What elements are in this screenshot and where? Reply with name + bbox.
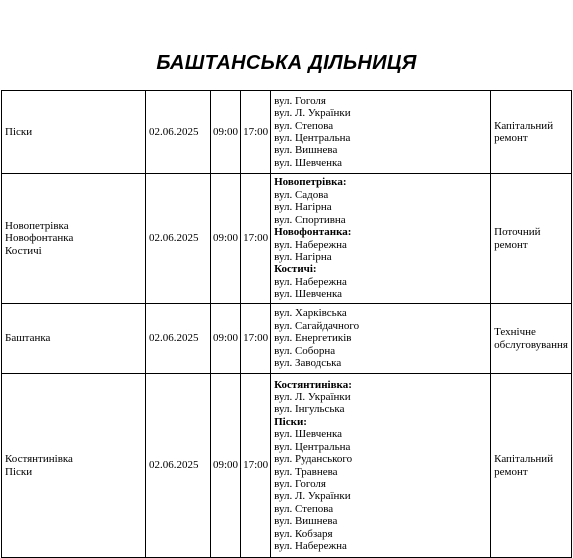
work-type-text: ремонт bbox=[494, 465, 528, 478]
table-row bbox=[2, 174, 572, 304]
street-name: вул. Л. Українки bbox=[274, 490, 351, 503]
work-type-text: Капітальний bbox=[494, 119, 554, 132]
work-type-text: Технічне bbox=[494, 326, 536, 339]
street-group-heading: Новопетрівка: bbox=[274, 176, 347, 189]
street-name: вул. Інгульська bbox=[274, 403, 345, 416]
work-type-cell bbox=[491, 304, 572, 374]
location-name: Баштанка bbox=[5, 332, 51, 345]
start-time-cell: 09:00 bbox=[211, 91, 241, 174]
street-name: вул. Набережна bbox=[274, 275, 347, 288]
street-name: вул. Гоголя bbox=[274, 477, 326, 490]
street-name: вул. Кобзаря bbox=[274, 527, 333, 540]
work-type-cell bbox=[491, 91, 572, 174]
work-type-text: Капітальний bbox=[494, 453, 554, 466]
table-row bbox=[2, 374, 572, 558]
street-name: вул. Вишнева bbox=[274, 515, 338, 528]
street-group-heading: Костянтинівка: bbox=[274, 378, 352, 391]
start-time-cell: 09:00 bbox=[211, 304, 241, 374]
location-cell bbox=[2, 91, 146, 174]
start-time-cell: 09:00 bbox=[211, 174, 241, 304]
street-name: вул. Садова bbox=[274, 188, 329, 201]
street-name: вул. Гоголя bbox=[274, 94, 326, 107]
date-cell: 02.06.2025 bbox=[146, 304, 211, 374]
work-type-cell bbox=[491, 174, 572, 304]
streets-cell bbox=[271, 174, 491, 304]
street-group-heading: Костичі: bbox=[274, 263, 317, 276]
table-row bbox=[2, 91, 572, 174]
table-row bbox=[2, 304, 572, 374]
streets-cell bbox=[271, 304, 491, 374]
end-time-cell: 17:00 bbox=[241, 374, 271, 558]
street-group-heading: Новофонтанка: bbox=[274, 226, 352, 239]
street-name: вул. Степова bbox=[274, 119, 334, 132]
location-name: Новопетрівка bbox=[5, 219, 69, 232]
end-time-cell: 17:00 bbox=[241, 174, 271, 304]
streets-cell bbox=[271, 91, 491, 174]
street-name: вул. Шевченка bbox=[274, 428, 343, 441]
street-name: вул. Нагірна bbox=[274, 250, 332, 263]
street-name: вул. Заводська bbox=[274, 357, 342, 370]
street-name: вул. Шевченка bbox=[274, 288, 343, 301]
street-group-heading: Піски: bbox=[274, 415, 307, 428]
location-name: Новофонтанка bbox=[5, 232, 74, 245]
streets-cell bbox=[271, 374, 491, 558]
location-cell bbox=[2, 174, 146, 304]
street-name: вул. Л. Українки bbox=[274, 391, 351, 404]
date-cell: 02.06.2025 bbox=[146, 91, 211, 174]
street-name: вул. Центральна bbox=[274, 132, 351, 144]
street-name: вул. Набережна bbox=[274, 539, 347, 552]
page-title: БАШТАНСЬКА ДІЛЬНИЦЯ bbox=[156, 52, 417, 74]
street-name: вул. Енергетиків bbox=[274, 332, 352, 345]
street-name: вул. Спортивна bbox=[274, 213, 346, 226]
street-name: вул. Степова bbox=[274, 502, 334, 515]
location-name: Піски bbox=[5, 125, 33, 138]
location-name: Піски bbox=[5, 465, 33, 478]
end-time-cell: 17:00 bbox=[241, 304, 271, 374]
street-name: вул. Сагайдачного bbox=[274, 319, 360, 332]
work-type-text: Поточний bbox=[494, 226, 541, 239]
street-name: вул. Л. Українки bbox=[274, 107, 351, 120]
street-name: вул. Харківська bbox=[274, 307, 347, 320]
outage-schedule-table bbox=[1, 90, 572, 558]
start-time-cell: 09:00 bbox=[211, 374, 241, 558]
street-name: вул. Центральна bbox=[274, 440, 351, 453]
date-cell: 02.06.2025 bbox=[146, 374, 211, 558]
location-name: Костянтинівка bbox=[5, 453, 73, 466]
work-type-cell bbox=[491, 374, 572, 558]
end-time-cell: 17:00 bbox=[241, 91, 271, 174]
location-cell bbox=[2, 304, 146, 374]
date-cell: 02.06.2025 bbox=[146, 174, 211, 304]
street-name: вул. Набережна bbox=[274, 238, 347, 251]
street-name: вул. Травнева bbox=[274, 465, 338, 478]
location-cell bbox=[2, 374, 146, 558]
work-type-text: ремонт bbox=[494, 238, 528, 251]
work-type-text: ремонт bbox=[494, 132, 528, 144]
street-name: вул. Шевченка bbox=[274, 156, 343, 169]
location-name: Костичі bbox=[5, 244, 42, 257]
street-name: вул. Соборна bbox=[274, 344, 336, 357]
street-name: вул. Нагірна bbox=[274, 201, 332, 214]
street-name: вул. Руданського bbox=[274, 453, 353, 466]
street-name: вул. Вишнева bbox=[274, 144, 338, 157]
work-type-text: обслуговування bbox=[494, 338, 568, 351]
